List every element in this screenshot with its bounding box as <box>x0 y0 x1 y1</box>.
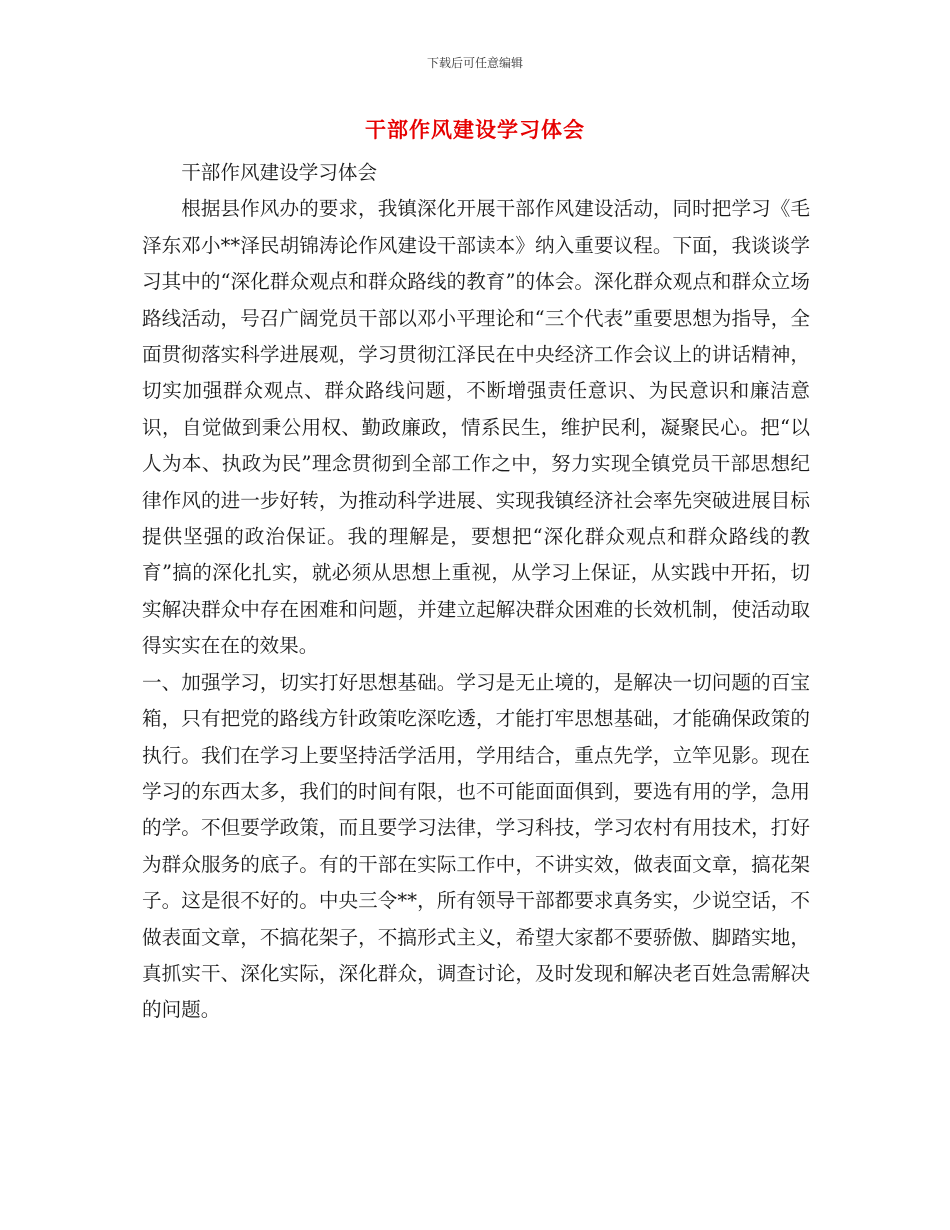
header-note: 下载后可任意编辑 <box>426 56 523 70</box>
document-title: 干部作风建设学习体会 <box>365 118 585 142</box>
document-body <box>142 155 810 1029</box>
subtitle-paragraph: 干部作风建设学习体会 <box>181 161 378 184</box>
intro-paragraph: 根据县作风办的要求，我镇深化开展干部作风建设活动，同时把学习《毛泽东邓小**泽民胡锦涛论作风建设干部读本》纳入重要议程。下面，我谈谈学习其中的“深化群众观点和群众路线的教育”的体会。深化群众观点和群众立场路线活动，号召广阔党员干部以邓小平理论和“三个代表”重要思想为指导，全面贯彻落实科学进展观，学习贯彻江泽民在中央经济工作会议上的讲话精神，切实加强群众观点、群众路线问题，不断增强责任意识、为民意识和廉洁意识，自觉做到秉公用权、勤政廉政，情系民生，维护民利，凝聚民心。把“以人为本、执政为民”理念贯彻到全部工作之中，努力实现全镇党员干部思想纪律作风的进一步好转，为推动科学进展、实现我镇经济社会率先突破进展目标提供坚强的政治保证。我的理解是，要想把“深化群众观点和群众路线的教育”搞的深化扎实，就必须从思想上重视，从学习上保证，从实践中开拓，切实解决群众中存在困难和问题，并建立起解决群众困难的长效机制，使活动取得实实在在的效果。 <box>142 197 810 658</box>
section-one-paragraph: 一、加强学习，切实打好思想基础。学习是无止境的，是解决一切问题的百宝箱，只有把党的路线方针政策吃深吃透，才能打牢思想基础，才能确保政策的执行。我们在学习上要坚持活学活用，学用结合，重点先学，立竿见影。现在学习的东西太多，我们的时间有限，也不可能面面俱到，要选有用的学，急用的学。不但要学政策，而且要学习法律，学习科技，学习农村有用技术，打好为群众服务的底子。有的干部在实际工作中，不讲实效，做表面文章，搞花架子。这是很不好的。中央三令**，所有领导干部都要求真务实，少说空话，不做表面文章，不搞花架子，不搞形式主义，希望大家都不要骄傲、脚踏实地，真抓实干、深化实际，深化群众，调查讨论，及时发现和解决老百姓急需解决的问题。 <box>142 670 810 1022</box>
